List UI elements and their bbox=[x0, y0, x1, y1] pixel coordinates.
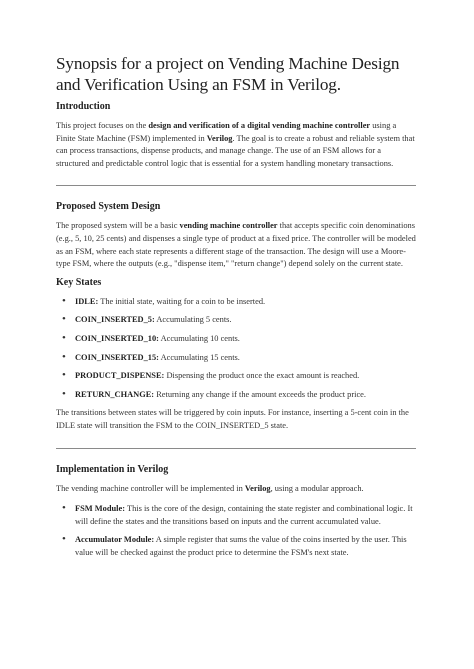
list-item: • COIN_INSERTED_15: Accumulating 15 cents. bbox=[56, 352, 416, 365]
list-item: • COIN_INSERTED_5: Accumulating 5 cents. bbox=[56, 314, 416, 327]
introduction-paragraph: This project focuses on the design and verification of a digital vending machine controller using a Finite State Machine (FSM) implemented in Verilog. The goal is to create a robust and reliable system that can process transactions, dispense products, and manage change. The use of an FSM allows for a structured and predictable control logic that is essential for a system handling monetary transactions. bbox=[56, 121, 415, 168]
section-divider bbox=[56, 185, 416, 186]
proposed-system-heading: Proposed System Design bbox=[56, 201, 161, 213]
proposed-system-paragraph: The proposed system will be a basic vending machine controller that accepts specific coin denominations (e.g., 5, 10, 25 cents) and dispenses a single type of product at a fixed price. The controller will be modeled as an FSM, where each state represents a different stage of the transaction. The design will use a Moore-type FSM, where the outputs (e.g., "dispense item," "return change") depend solely on the current state. bbox=[56, 221, 416, 269]
list-item: • FSM Module: This is the core of the design, containing the state register and combinational logic. It will define the states and the transitions based on inputs and the current accumulated value. bbox=[56, 503, 416, 528]
implementation-paragraph: The vending machine controller will be implemented in Verilog, using a modular approach. bbox=[56, 483, 364, 493]
list-item: • IDLE: The initial state, waiting for a coin to be inserted. bbox=[56, 296, 416, 309]
implementation-heading: Implementation in Verilog bbox=[56, 463, 169, 475]
list-item: • PRODUCT_DISPENSE: Dispensing the product once the exact amount is reached. bbox=[56, 370, 416, 383]
list-item: • Accumulator Module: A simple register that sums the value of the coins inserted by the user. This value will be checked against the product price to determine the FSM's next state. bbox=[56, 534, 416, 559]
introduction-heading: Introduction bbox=[56, 101, 111, 112]
section-divider bbox=[56, 448, 416, 449]
key-states-list bbox=[56, 296, 416, 402]
transitions-paragraph: The transitions between states will be triggered by coin inputs. For instance, inserting a 5-cent coin in the IDLE state will transition the FSM to the COIN_INSERTED_5 state. bbox=[56, 408, 409, 430]
document-title: Synopsis for a project on Vending Machine Design and Verification Using an FSM in Verilog. bbox=[56, 54, 400, 94]
list-item: • RETURN_CHANGE: Returning any change if the amount exceeds the product price. bbox=[56, 389, 416, 402]
document-page bbox=[56, 53, 416, 565]
key-states-heading: Key States bbox=[56, 276, 102, 288]
list-item: • COIN_INSERTED_10: Accumulating 10 cents. bbox=[56, 333, 416, 346]
implementation-list bbox=[56, 503, 416, 559]
